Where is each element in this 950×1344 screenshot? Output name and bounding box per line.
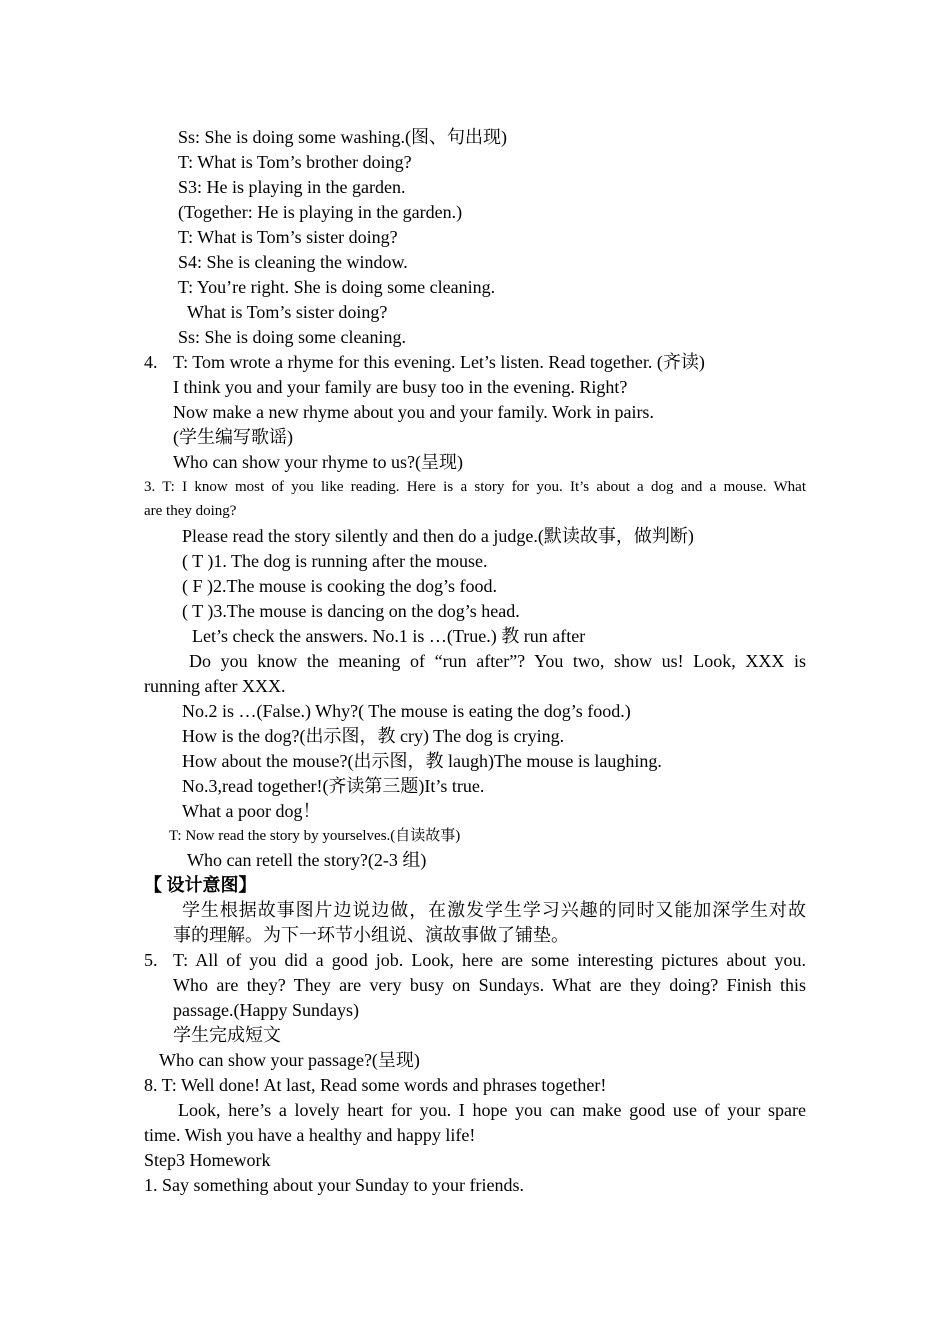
text-line: How is the dog?(出示图，教 cry) The dog is crying. [182, 726, 565, 746]
text-line: T: You’re right. She is doing some cleaning. [178, 277, 496, 297]
text-line: T: All of you did a good job. Look, here are some interesting pictures about you. [173, 950, 806, 970]
text-line: What a poor dog！ [182, 801, 321, 821]
text-line: 学生完成短文 [173, 1025, 281, 1045]
text-line: S3: He is playing in the garden. [178, 177, 406, 197]
section-heading: 【 设计意图】 [144, 875, 257, 895]
text-line: Let’s check the answers. No.1 is …(True.) 教 run after [192, 626, 586, 646]
text-line: ( T )3.The mouse is dancing on the dog’s head. [182, 601, 520, 621]
text-line: Please read the story silently and then do a judge.(默读故事，做判断) [182, 526, 694, 546]
text-line: ( T )1. The dog is running after the mouse. [182, 551, 488, 571]
text-line: Look, here’s a lovely heart for you. I hope you can make good use of your spare [178, 1100, 806, 1120]
text-line: 学生根据故事图片边说边做，在激发学生学习兴趣的同时又能加深学生对故 [182, 900, 806, 920]
list-number: 4. [144, 352, 158, 372]
text-line: Ss: She is doing some washing.(图、句出现) [178, 127, 508, 147]
text-line: How about the mouse?(出示图，教 laugh)The mouse is laughing. [182, 751, 662, 771]
text-line: What is Tom’s sister doing? [187, 302, 388, 322]
text-line: running after XXX. [144, 676, 286, 696]
text-line: T: Now read the story by yourselves.(自读故事) [169, 828, 461, 844]
text-line: No.3,read together!(齐读第三题)It’s true. [182, 776, 485, 796]
text-line: Do you know the meaning of “run after”? You two, show us! Look, XXX is [189, 651, 806, 671]
text-line: No.2 is …(False.) Why?( The mouse is eating the dog’s food.) [182, 701, 631, 721]
text-line: I think you and your family are busy too in the evening. Right? [173, 377, 628, 397]
text-line: S4: She is cleaning the window. [178, 252, 408, 272]
text-line: 3. T: I know most of you like reading. Here is a story for you. It’s about a dog and a mouse. What [144, 479, 806, 495]
text-line: (Together: He is playing in the garden.) [178, 202, 463, 222]
text-line: (学生编写歌谣) [173, 427, 293, 447]
text-line: passage.(Happy Sundays) [173, 1000, 359, 1020]
text-line: 8. T: Well done! At last, Read some words and phrases together! [144, 1075, 607, 1095]
text-line: 事的理解。为下一环节小组说、演故事做了铺垫。 [173, 925, 569, 945]
section-heading: Step3 Homework [144, 1150, 271, 1170]
text-line: T: Tom wrote a rhyme for this evening. Let’s listen. Read together. (齐读) [173, 352, 705, 372]
text-line: Who can retell the story?(2-3 组) [187, 850, 427, 870]
text-line: T: What is Tom’s sister doing? [178, 227, 398, 247]
text-line: are they doing? [144, 503, 237, 519]
text-line: T: What is Tom’s brother doing? [178, 152, 412, 172]
text-line: Who can show your passage?(呈现) [159, 1050, 420, 1070]
text-line: Ss: She is doing some cleaning. [178, 327, 406, 347]
text-line: ( F )2.The mouse is cooking the dog’s food. [182, 576, 497, 596]
text-line: 1. Say something about your Sunday to your friends. [144, 1175, 524, 1195]
list-number: 5. [144, 950, 158, 970]
text-line: Who are they? They are very busy on Sundays. What are they doing? Finish this [173, 975, 806, 995]
text-line: time. Wish you have a healthy and happy life! [144, 1125, 476, 1145]
text-line: Who can show your rhyme to us?(呈现) [173, 452, 463, 472]
text-line: Now make a new rhyme about you and your family. Work in pairs. [173, 402, 654, 422]
